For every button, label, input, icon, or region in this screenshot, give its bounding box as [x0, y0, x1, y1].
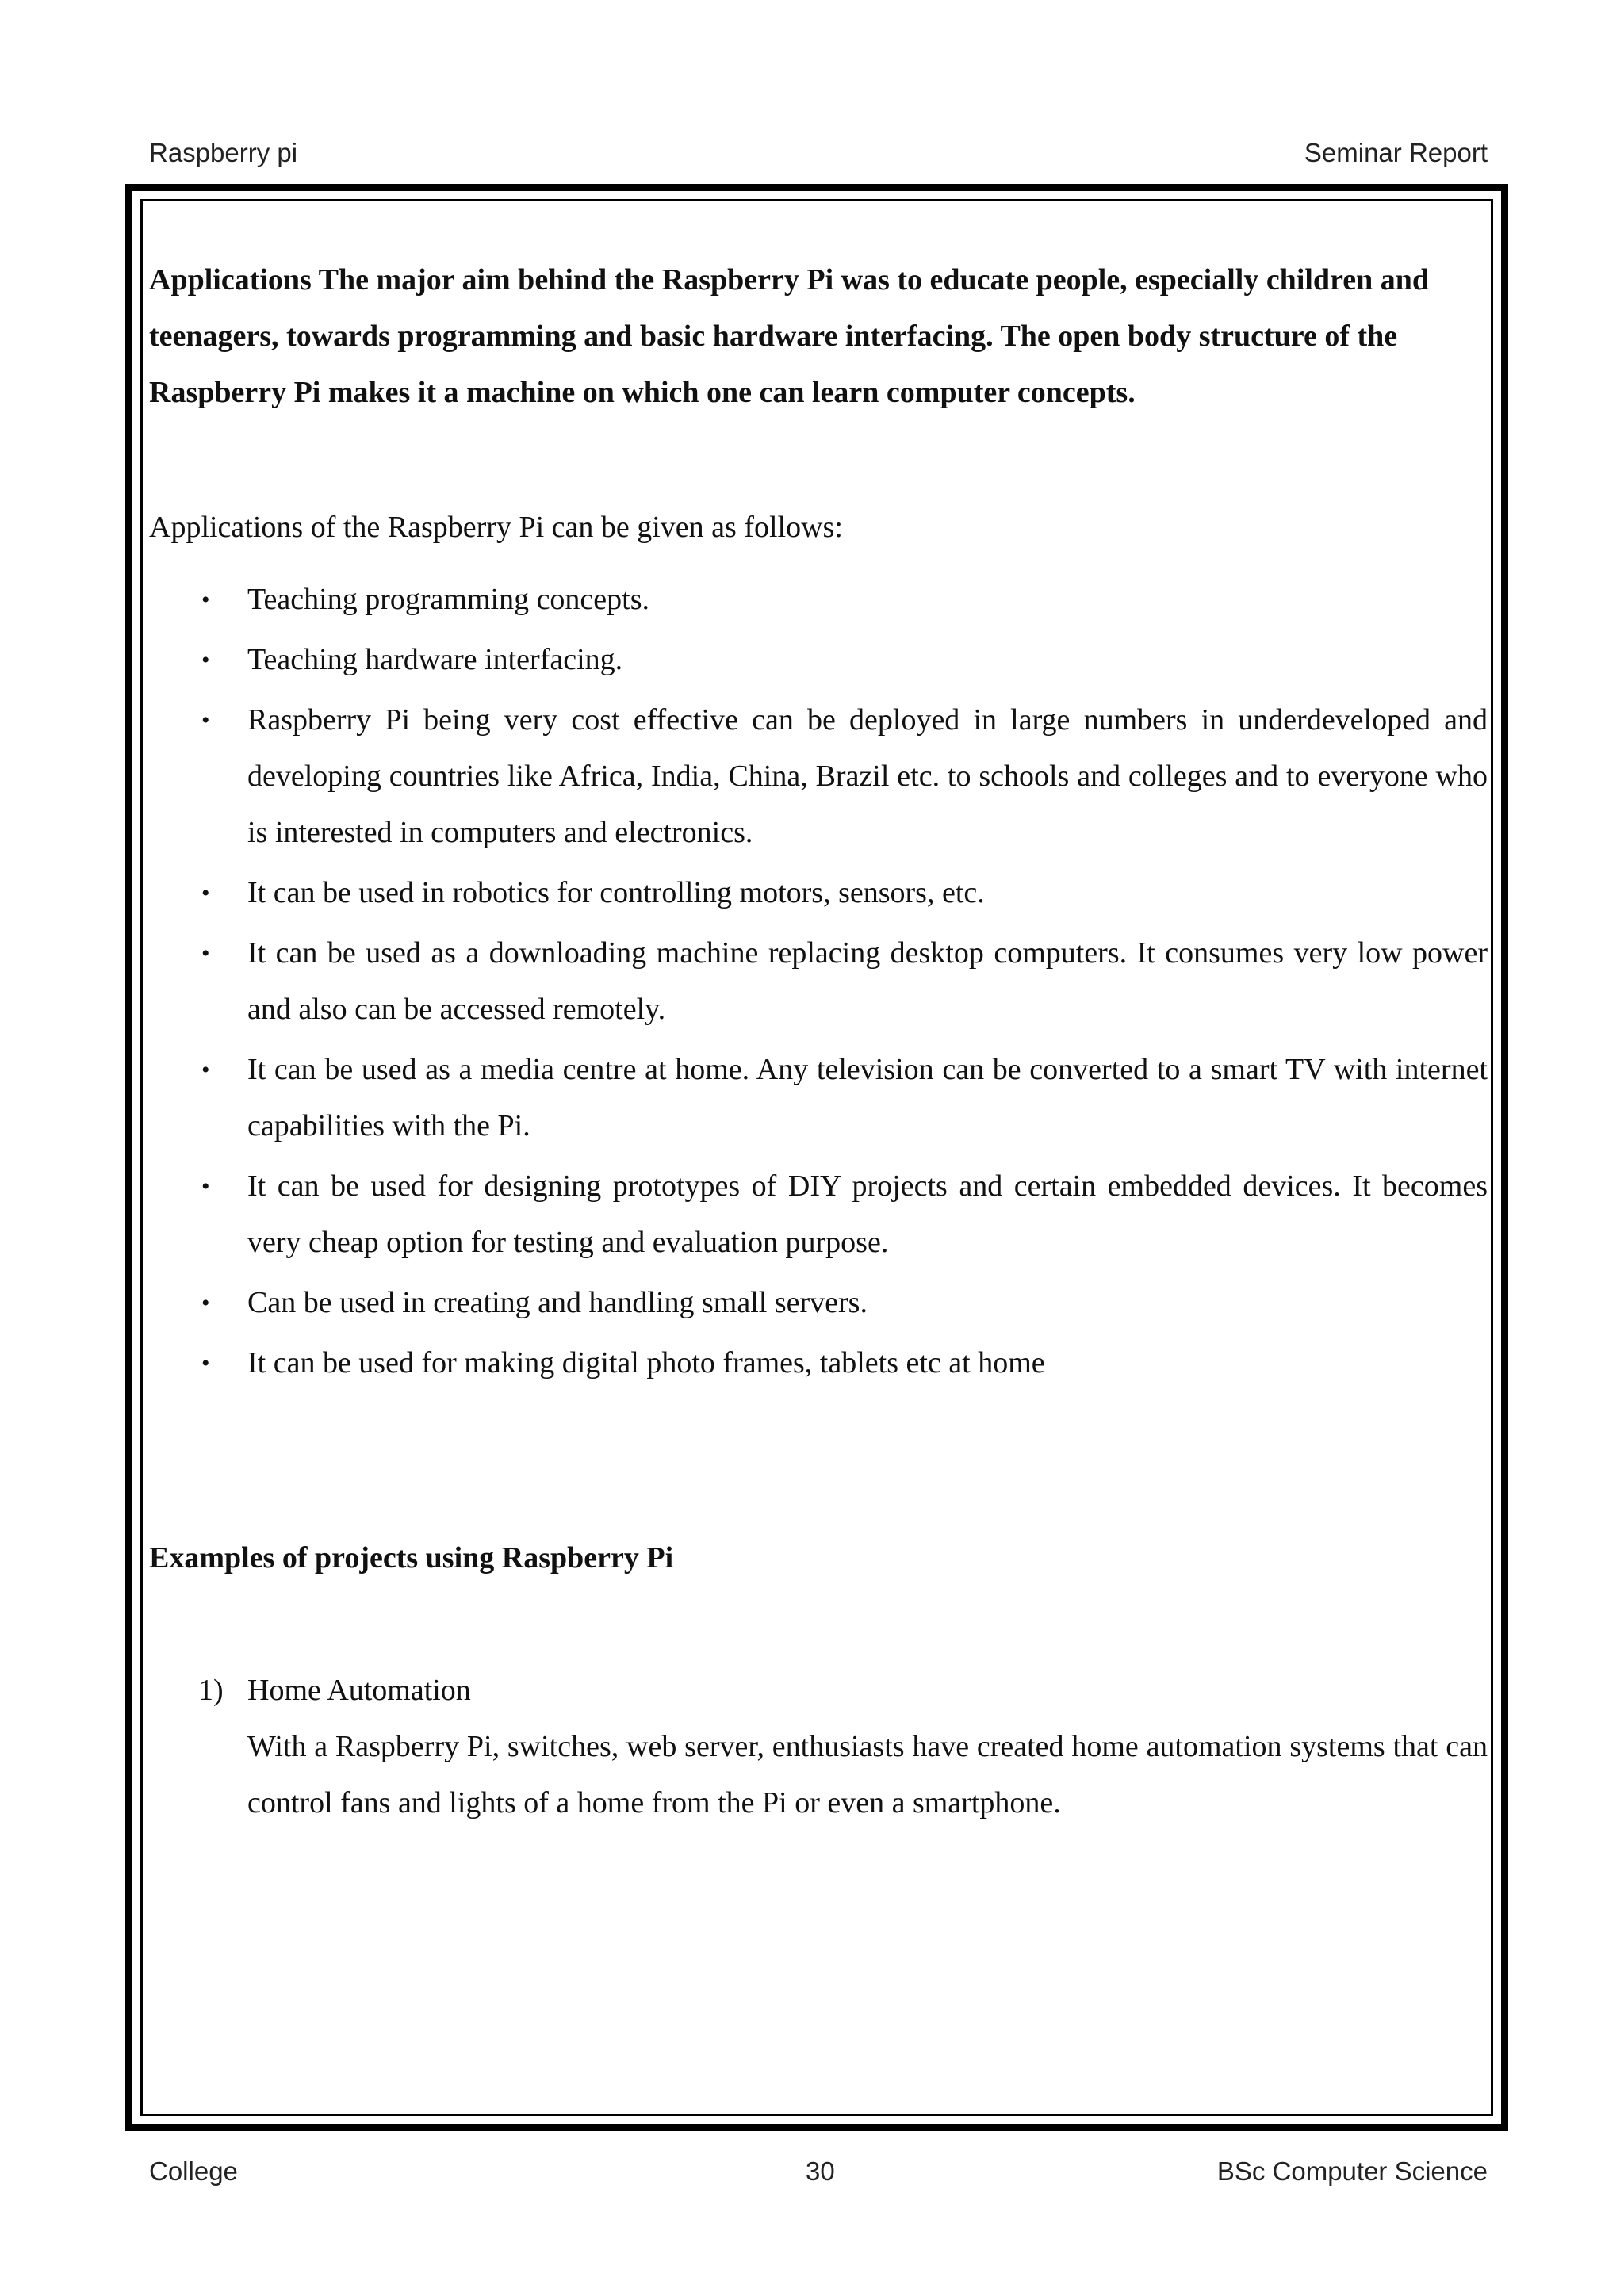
- applications-lead: Applications of the Raspberry Pi can be given as follows:: [149, 511, 843, 544]
- bullet-icon: •: [201, 647, 210, 673]
- bullet-icon: •: [201, 707, 210, 733]
- page-content: [149, 252, 1488, 1831]
- list-item: [149, 572, 1488, 628]
- bullet-icon: •: [201, 940, 210, 966]
- list-item-text: Raspberry Pi being very cost effective can be deployed in large numbers in underdeveloped and developing countries like Africa, India, China, Brazil etc. to schools and colleges and to everyone who is interested in computers and electronics.: [247, 703, 1488, 849]
- bullet-icon: •: [201, 1350, 210, 1376]
- list-item-text: It can be used as a downloading machine replacing desktop computers. It consumes very low power and also can be accessed remotely.: [247, 936, 1488, 1026]
- bullet-icon: •: [201, 587, 210, 613]
- list-item-text: Can be used in creating and handling small servers.: [247, 1286, 868, 1319]
- list-item: [149, 865, 1488, 921]
- footer-left-text: College: [149, 2156, 238, 2186]
- intro-paragraph: Applications The major aim behind the Raspberry Pi was to educate people, especially children and teenagers, towards programming and basic hardware interfacing. The open body structure of the Raspberry Pi makes it a machine on which one can learn computer concepts.: [149, 263, 1430, 409]
- example-item-text: With a Raspberry Pi, switches, web server, enthusiasts have created home automation systems that can control fans and lights of a home from the Pi or even a smartphone.: [247, 1730, 1488, 1820]
- list-item-text: It can be used in robotics for controlling motors, sensors, etc.: [247, 876, 985, 909]
- example-item: [149, 1663, 1488, 1831]
- page-number: 30: [806, 2156, 835, 2186]
- list-item-text: Teaching hardware interfacing.: [247, 643, 623, 676]
- list-item: [149, 632, 1488, 688]
- example-item-heading: [149, 1663, 1488, 1719]
- list-item: [149, 1335, 1488, 1391]
- example-item-number: 1): [198, 1674, 224, 1707]
- list-item: [149, 692, 1488, 861]
- example-item-title: Home Automation: [247, 1674, 471, 1707]
- applications-list: [149, 572, 1488, 1391]
- examples-heading: Examples of projects using Raspberry Pi: [149, 1541, 674, 1575]
- bullet-icon: •: [201, 1290, 210, 1316]
- footer-right-text: BSc Computer Science: [1216, 2156, 1488, 2186]
- list-item: [149, 1275, 1488, 1331]
- bullet-icon: •: [201, 1057, 210, 1083]
- list-item: [149, 925, 1488, 1038]
- bullet-icon: •: [201, 1173, 210, 1200]
- header-right-title: Seminar Report: [1304, 138, 1488, 167]
- list-item-text: It can be used as a media centre at home. Any television can be converted to a smart TV with internet capabilities with the Pi.: [247, 1053, 1488, 1142]
- bullet-icon: •: [201, 880, 210, 906]
- list-item-text: Teaching programming concepts.: [247, 583, 650, 616]
- header-left-title: Raspberry pi: [149, 138, 298, 167]
- list-item: [149, 1158, 1488, 1271]
- list-item: [149, 1042, 1488, 1154]
- list-item-text: It can be used for designing prototypes of DIY projects and certain embedded devices. It becomes very cheap option for testing and evaluation purpose.: [247, 1169, 1488, 1259]
- list-item-text: It can be used for making digital photo frames, tablets etc at home: [247, 1346, 1045, 1380]
